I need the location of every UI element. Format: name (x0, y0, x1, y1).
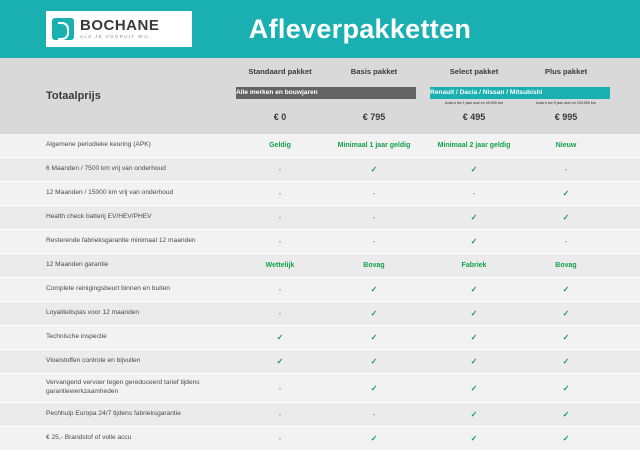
page-title: Afleverpakketten (248, 13, 472, 44)
cell-basis: - (372, 189, 376, 198)
table-row (0, 182, 640, 206)
cell-basis: ✓ (370, 333, 378, 342)
row-label: 12 Maanden / 15000 km vrij van onderhoud (46, 189, 174, 197)
cell-basis: ✓ (370, 165, 378, 174)
cell-select: ✓ (470, 434, 478, 443)
table-row (0, 134, 640, 158)
table-row (0, 350, 640, 374)
table-row (0, 403, 640, 427)
cell-standaard: Wettelijk (265, 262, 295, 269)
logo-name: BOCHANE (80, 17, 160, 35)
cell-plus: ✓ (562, 383, 570, 393)
cell-basis: Minimaal 1 jaar geldig (337, 142, 411, 149)
row-label: 6 Maanden / 7500 km vrij van onderhoud (46, 165, 166, 173)
table-row (0, 302, 640, 326)
features-table (0, 134, 640, 451)
cell-plus: ✓ (562, 189, 570, 198)
cell-standaard: - (278, 309, 282, 318)
row-label: Technische inspectie (46, 333, 107, 341)
row-label: 12 Maanden garantie (46, 261, 109, 269)
cell-standaard: ✓ (276, 333, 284, 342)
cell-select: ✓ (470, 383, 478, 393)
brandbar-right: Renault / Dacia / Nissan / Mitsubishi (430, 87, 610, 99)
row-label: Vervangend vervoer tegen gereduceerd tarief tijdens garantiewerkzaamheden (46, 379, 200, 395)
cell-standaard: - (278, 165, 282, 174)
cell-basis: - (372, 237, 376, 246)
column-header-standaard (232, 58, 328, 112)
column-header-basis (328, 58, 420, 112)
cell-plus: - (564, 237, 568, 246)
column-title-basis: Basis pakket (350, 67, 398, 76)
cell-plus: - (564, 165, 568, 174)
cell-select: ✓ (470, 285, 478, 294)
cell-basis: Bovag (363, 262, 385, 269)
table-row (0, 230, 640, 254)
row-label: Resterende fabrieksgarantie minimaal 12 maanden (46, 237, 196, 245)
cell-standaard: - (278, 383, 282, 393)
brandbar-left: Alle merken en bouwjaren (236, 87, 416, 99)
note-plus: Auto's tot 5 jaar oud en 100.000 km (536, 101, 596, 105)
price-row (0, 112, 640, 134)
row-label: Algemene periodieke keuring (APK) (46, 141, 151, 149)
row-label: Vloeistoffen controle en bijvullen (46, 357, 141, 365)
cell-select: ✓ (470, 333, 478, 342)
cell-plus: ✓ (562, 213, 570, 222)
cell-plus: ✓ (562, 434, 570, 443)
row-label: € 25,- Brandstof of volle accu (46, 434, 132, 442)
cell-standaard: - (278, 410, 282, 419)
table-row (0, 278, 640, 302)
cell-select: Minimaal 2 jaar geldig (437, 142, 511, 149)
table-row (0, 374, 640, 403)
cell-select: ✓ (470, 410, 478, 419)
cell-standaard: ✓ (276, 357, 284, 366)
total-price-label: Totaalprijs (46, 90, 101, 102)
table-row (0, 326, 640, 350)
cell-standaard: Geldig (269, 142, 291, 149)
cell-standaard: - (278, 213, 282, 222)
cell-plus: ✓ (562, 309, 570, 318)
cell-select: ✓ (470, 213, 478, 222)
cell-plus: ✓ (562, 285, 570, 294)
cell-plus: Bovag (555, 262, 577, 269)
cell-plus: ✓ (562, 410, 570, 419)
price-standaard: € 0 (273, 112, 287, 122)
logo-tagline: ALS JE VOORUIT WIL (80, 34, 151, 40)
table-row (0, 254, 640, 278)
row-label: Complete reinigingsbeurt binnen en buiten (46, 285, 170, 293)
page-header (0, 0, 640, 58)
price-plus: € 995 (554, 112, 578, 122)
table-row (0, 206, 640, 230)
table-row (0, 427, 640, 451)
cell-select: - (472, 189, 476, 198)
cell-basis: - (372, 213, 376, 222)
row-label: Health check batterij EV/HEV/PHEV (46, 213, 152, 221)
cell-select: ✓ (470, 237, 478, 246)
price-basis: € 795 (362, 112, 386, 122)
column-title-plus: Plus pakket (544, 67, 588, 76)
cell-basis: ✓ (370, 357, 378, 366)
cell-basis: ✓ (370, 434, 378, 443)
row-label: Pechhulp Europa 24/7 tijdens fabrieksgarantie (46, 410, 181, 418)
cell-select: Fabriek (461, 262, 487, 269)
cell-basis: ✓ (370, 309, 378, 318)
column-header-band (0, 58, 640, 112)
cell-plus: Nieuw (555, 142, 577, 149)
cell-standaard: - (278, 189, 282, 198)
table-row (0, 158, 640, 182)
cell-basis: ✓ (370, 383, 378, 393)
cell-standaard: - (278, 434, 282, 443)
row-label: Loyaliteitspas voor 12 maanden (46, 309, 140, 317)
cell-standaard: - (278, 237, 282, 246)
cell-select: ✓ (470, 357, 478, 366)
column-title-standaard: Standaard pakket (248, 67, 312, 76)
cell-basis: - (372, 410, 376, 419)
cell-standaard: - (278, 285, 282, 294)
cell-plus: ✓ (562, 333, 570, 342)
cell-select: ✓ (470, 309, 478, 318)
cell-plus: ✓ (562, 357, 570, 366)
cell-basis: ✓ (370, 285, 378, 294)
column-title-select: Select pakket (449, 67, 499, 76)
cell-select: ✓ (470, 165, 478, 174)
note-select: Auto's tot 1 jaar oud en 20.000 km (445, 101, 503, 105)
price-select: € 495 (462, 112, 486, 122)
